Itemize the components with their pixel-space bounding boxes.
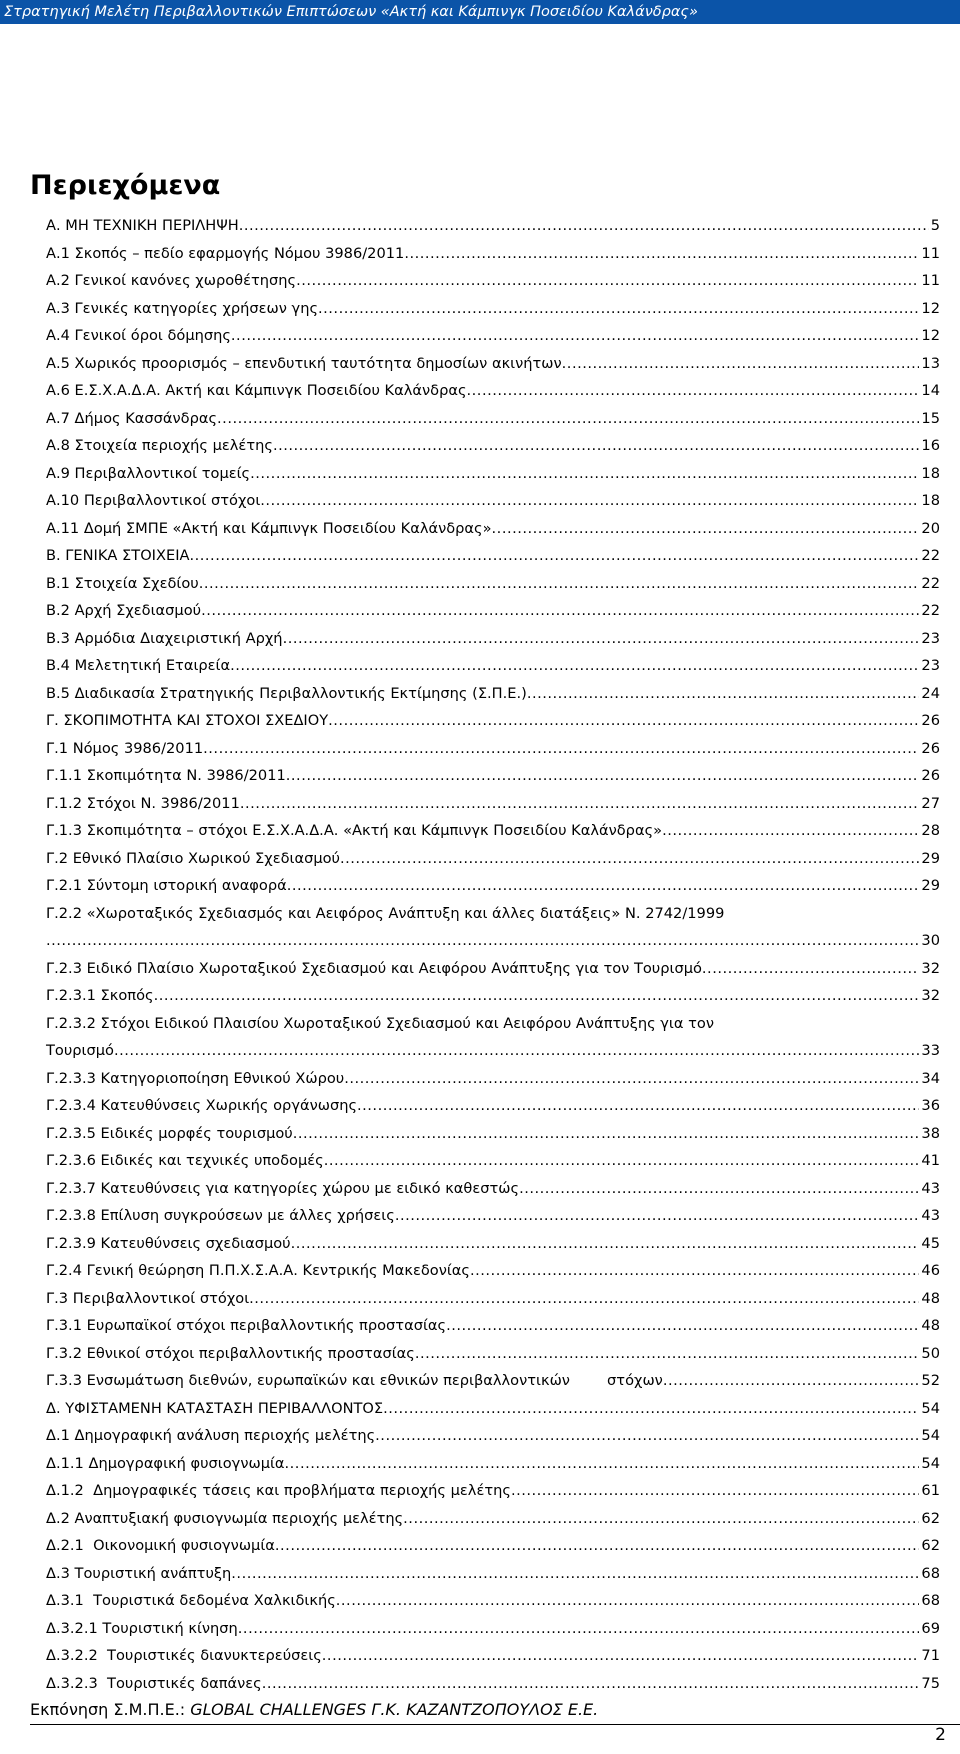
toc-entry[interactable] (46, 1312, 940, 1340)
toc-entry[interactable] (46, 1285, 940, 1313)
toc-entry-page: 75 (921, 1674, 940, 1692)
toc-entry[interactable] (46, 1257, 940, 1285)
toc-entry-text: Γ.3.1 Ευρωπαϊκοί στόχοι περιβαλλοντικής προστασίας (46, 1317, 447, 1334)
toc-entry[interactable] (46, 1505, 940, 1533)
toc-leader (467, 377, 920, 405)
toc-entry-text: Β.4 Μελετητική Εταιρεία (46, 657, 231, 674)
toc-leader (328, 707, 919, 735)
toc-entry-page: 16 (921, 437, 940, 454)
toc-entry-text: Δ.1.2 Δημογραφικές τάσεις και προβλήματα περιοχής μελέτης (46, 1482, 511, 1499)
toc-entry[interactable] (46, 1147, 940, 1175)
toc-entry-text-continued: Τουρισμό (46, 1042, 114, 1059)
toc-leader (324, 1147, 920, 1175)
toc-leader (403, 1505, 919, 1533)
toc-entry-text: Α.2 Γενικοί κανόνες χωροθέτησης (46, 272, 297, 289)
toc-entry-page: 23 (921, 657, 940, 674)
toc-leader (231, 322, 920, 350)
table-of-contents (46, 212, 940, 1697)
toc-entry[interactable] (46, 267, 940, 295)
toc-entry[interactable] (46, 1615, 940, 1643)
toc-entry-page: 11 (921, 244, 940, 262)
toc-entry-page: 43 (921, 1207, 940, 1224)
toc-entry[interactable] (46, 1065, 940, 1093)
toc-entry-text: Γ.2.3.4 Κατευθύνσεις Χωρικής οργάνωσης (46, 1097, 358, 1114)
toc-entry[interactable] (46, 515, 940, 543)
document-header: Στρατηγική Μελέτη Περιβαλλοντικών Επιπτώσεων «Ακτή και Κάμπινγκ Ποσειδίου Καλάνδρας» (0, 0, 960, 24)
toc-leader (662, 817, 919, 845)
toc-entry-page: 29 (921, 849, 940, 867)
toc-entry-text: Δ.3.2.2 Τουριστικές διανυκτερεύσεις (46, 1647, 322, 1664)
toc-entry-text: Γ.3 Περιβαλλοντικοί στόχοι (46, 1289, 250, 1307)
toc-entry-text: Γ.2.3.6 Ειδικές και τεχνικές υποδομές (46, 1152, 324, 1169)
toc-leader (293, 1120, 920, 1148)
toc-entry-page: 32 (921, 987, 940, 1004)
toc-entry-page: 24 (921, 684, 940, 702)
toc-entry-page: 68 (921, 1564, 940, 1582)
footer-company: GLOBAL CHALLENGES Γ.Κ. ΚΑΖΑΝΤΖΟΠΟΥΛΟΣ Ε.Ε. (190, 1700, 599, 1719)
toc-entry[interactable] (46, 652, 940, 680)
toc-entry[interactable] (46, 790, 940, 818)
toc-leader (357, 1092, 919, 1120)
toc-entry[interactable] (46, 872, 940, 900)
toc-entry-text: Δ.1.1 Δημογραφική φυσιογνωμία (46, 1454, 285, 1472)
toc-entry-page: 46 (921, 1262, 940, 1279)
toc-leader (318, 295, 919, 323)
toc-entry[interactable] (46, 1450, 940, 1478)
toc-entry-page: 33 (921, 1042, 940, 1059)
toc-leader (154, 982, 920, 1010)
toc-entry-page: 23 (921, 629, 940, 647)
toc-entry-page: 41 (921, 1152, 940, 1169)
toc-leader (663, 1367, 920, 1395)
toc-leader (336, 1587, 920, 1615)
toc-leader (238, 1615, 920, 1643)
toc-entry-text: Α.1 Σκοπός – πεδίο εφαρμογής Νόμου 3986/2011 (46, 244, 405, 262)
toc-entry-text: Γ.2.3.1 Σκοπός (46, 987, 154, 1004)
toc-entry-text: Γ.2.3.8 Επίλυση συγκρούσεων με άλλες χρήσεις (46, 1207, 395, 1224)
footer-credit (30, 1700, 598, 1719)
toc-entry-page: 12 (921, 327, 940, 344)
toc-entry[interactable] (46, 322, 940, 350)
toc-leader (395, 1202, 920, 1230)
toc-entry-page: 61 (921, 1482, 940, 1499)
toc-entry[interactable] (46, 570, 940, 598)
toc-entry-text: Δ.3.1 Τουριστικά δεδομένα Χαλκιδικής (46, 1592, 336, 1609)
toc-entry-page: 62 (921, 1509, 940, 1527)
toc-entry-text: Α.9 Περιβαλλοντικοί τομείς (46, 464, 251, 482)
toc-entry[interactable] (46, 1367, 940, 1395)
toc-entry-page: 69 (921, 1619, 940, 1637)
toc-leader (239, 212, 929, 240)
toc-entry[interactable] (46, 680, 940, 708)
toc-leader (287, 872, 920, 900)
toc-leader (240, 790, 920, 818)
toc-entry[interactable] (46, 377, 940, 405)
toc-entry[interactable] (46, 350, 940, 378)
toc-leader (527, 680, 920, 708)
toc-entry[interactable] (46, 1422, 940, 1450)
toc-leader (296, 267, 919, 295)
toc-entry-page: 48 (921, 1289, 940, 1307)
toc-leader (375, 1422, 919, 1450)
toc-entry-text: Γ.2.3 Ειδικό Πλαίσιο Χωροταξικού Σχεδιασμού και Αειφόρου Ανάπτυξης για τον Τουρισμό (46, 959, 702, 977)
toc-entry-page: 54 (921, 1399, 940, 1417)
toc-entry-text: Γ.2.3.9 Κατευθύνσεις σχεδιασμού (46, 1234, 291, 1252)
toc-entry-page: 5 (930, 217, 940, 234)
toc-leader (415, 1340, 920, 1368)
toc-entry-text: Α.11 Δομή ΣΜΠΕ «Ακτή και Κάμπινγκ Ποσειδίου Καλάνδρας» (46, 519, 492, 537)
toc-entry-text: Γ.2.3.5 Ειδικές μορφές τουρισμού (46, 1124, 293, 1142)
toc-entry-text: Γ.1.1 Σκοπιμότητα Ν. 3986/2011 (46, 767, 286, 784)
toc-entry-text: Γ.2.1 Σύντομη ιστορική αναφορά (46, 877, 287, 894)
toc-entry[interactable] (46, 1202, 940, 1230)
toc-entry-text: Γ.1 Νόμος 3986/2011 (46, 739, 204, 757)
toc-entry[interactable] (46, 982, 940, 1010)
toc-leader (291, 1230, 920, 1258)
toc-leader (46, 927, 919, 955)
toc-entry-text: Δ.3.2.1 Τουριστική κίνηση (46, 1619, 238, 1637)
toc-entry-text: Β. ΓΕΝΙΚΑ ΣΤΟΙΧΕΙΑ (46, 547, 190, 564)
toc-entry-text: Γ.2.3.3 Κατηγοριοποίηση Εθνικού Χώρου (46, 1069, 345, 1087)
toc-entry[interactable] (46, 487, 940, 515)
toc-entry[interactable] (46, 1670, 940, 1698)
toc-entry-page: 32 (921, 959, 940, 977)
toc-entry[interactable] (46, 295, 940, 323)
toc-leader (275, 1532, 920, 1560)
toc-entry[interactable] (46, 1340, 940, 1368)
toc-entry-text: Δ.3 Τουριστική ανάπτυξη (46, 1564, 232, 1582)
page-number: 2 (935, 1725, 946, 1745)
toc-entry-text: Α.4 Γενικοί όροι δόμησης (46, 327, 231, 344)
toc-entry-text: Α.10 Περιβαλλοντικοί στόχοι (46, 492, 261, 509)
toc-entry-text: Β.3 Αρμόδια Διαχειριστική Αρχή (46, 629, 283, 647)
toc-entry-text: Β.1 Στοιχεία Σχεδίου (46, 574, 199, 592)
toc-entry-page: 11 (921, 272, 940, 289)
toc-entry[interactable] (46, 735, 940, 763)
toc-leader (260, 487, 919, 515)
toc-leader (286, 762, 920, 790)
toc-entry[interactable] (46, 405, 940, 433)
toc-leader (217, 405, 919, 433)
toc-entry-text: Γ.2.3.2 Στόχοι Ειδικού Πλαισίου Χωροταξικού Σχεδιασμού και Αειφόρου Ανάπτυξης για τον (46, 1014, 714, 1032)
toc-entry-page: 54 (921, 1454, 940, 1472)
toc-entry-text: Δ.2 Αναπτυξιακή φυσιογνωμία περιοχής μελέτης (46, 1509, 404, 1527)
toc-entry-page: 30 (921, 932, 940, 949)
toc-leader (404, 240, 919, 268)
toc-entry-page: 68 (921, 1592, 940, 1609)
toc-entry[interactable] (46, 1532, 940, 1560)
toc-entry[interactable] (46, 240, 940, 268)
toc-entry-page: 26 (921, 767, 940, 784)
toc-leader (322, 1642, 920, 1670)
toc-entry-page: 28 (921, 822, 940, 839)
toc-leader (114, 1037, 919, 1065)
toc-entry-page: 26 (921, 739, 940, 757)
toc-leader (492, 515, 920, 543)
toc-entry-page: 22 (921, 547, 940, 564)
toc-leader (249, 1285, 919, 1313)
toc-entry-text: Α.8 Στοιχεία περιοχής μελέτης (46, 437, 273, 454)
toc-leader (201, 597, 919, 625)
toc-entry-page: 71 (921, 1647, 940, 1664)
toc-entry-page: 52 (921, 1372, 940, 1389)
toc-entry-text: Α.7 Δήμος Κασσάνδρας (46, 409, 218, 427)
toc-entry-page: 34 (921, 1069, 940, 1087)
toc-entry-text: Γ.3.2 Εθνικοί στόχοι περιβαλλοντικής προστασίας (46, 1344, 415, 1362)
toc-leader (262, 1670, 920, 1698)
toc-entry-page: 18 (921, 464, 940, 482)
toc-entry[interactable] (46, 762, 940, 790)
toc-entry-text: Δ.2.1 Οικονομική φυσιογνωμία (46, 1537, 275, 1554)
toc-leader (702, 955, 920, 983)
toc-entry[interactable] (46, 1010, 940, 1065)
toc-entry-page: 45 (921, 1234, 940, 1252)
toc-entry-text: Γ.1.2 Στόχοι Ν. 3986/2011 (46, 794, 240, 812)
toc-entry-text: Γ.2.4 Γενική θεώρηση Π.Π.Χ.Σ.Α.Α. Κεντρικής Μακεδονίας (46, 1262, 470, 1279)
toc-entry-page: 18 (921, 492, 940, 509)
toc-entry[interactable] (46, 542, 940, 570)
toc-entry[interactable] (46, 955, 940, 983)
toc-entry[interactable] (46, 1560, 940, 1588)
toc-leader (446, 1312, 919, 1340)
toc-entry-page: 14 (921, 382, 940, 399)
toc-entry-page: 38 (921, 1124, 940, 1142)
toc-entry[interactable] (46, 1587, 940, 1615)
toc-entry[interactable] (46, 1477, 940, 1505)
toc-entry[interactable] (46, 845, 940, 873)
toc-entry[interactable] (46, 1175, 940, 1203)
toc-entry-text: Γ.2.2 «Χωροταξικός Σχεδιασμός και Αειφόρος Ανάπτυξη και άλλες διατάξεις» Ν. 2742/1999 (46, 904, 725, 922)
toc-leader (285, 1450, 920, 1478)
toc-entry-page: 20 (921, 519, 940, 537)
toc-entry-page: 22 (921, 574, 940, 592)
footer-rule (30, 1724, 960, 1725)
toc-entry-text: Γ.2.3.7 Κατευθύνσεις για κατηγορίες χώρου με ειδικό καθεστώς (46, 1179, 520, 1197)
toc-entry[interactable] (46, 817, 940, 845)
toc-leader (230, 652, 919, 680)
toc-leader (340, 845, 919, 873)
toc-entry-page: 26 (921, 712, 940, 729)
toc-entry-page: 29 (921, 877, 940, 894)
toc-entry-page: 48 (921, 1317, 940, 1334)
toc-entry[interactable] (46, 1642, 940, 1670)
toc-leader (231, 1560, 919, 1588)
toc-entry-text: Β.5 Διαδικασία Στρατηγικής Περιβαλλοντικής Εκτίμησης (Σ.Π.Ε.) (46, 684, 527, 702)
toc-entry-text: Γ.3.3 Ενσωμάτωση διεθνών, ευρωπαϊκών και εθνικών περιβαλλοντικών στόχων (46, 1372, 663, 1389)
toc-leader (273, 432, 919, 460)
toc-leader (562, 350, 920, 378)
toc-title: Περιεχόμενα (30, 170, 221, 201)
toc-leader (383, 1395, 919, 1423)
toc-entry-page: 54 (921, 1427, 940, 1444)
toc-entry[interactable] (46, 900, 940, 955)
toc-entry[interactable] (46, 1092, 940, 1120)
toc-leader (470, 1257, 919, 1285)
toc-entry[interactable] (46, 707, 940, 735)
toc-entry-page: 12 (921, 299, 940, 317)
toc-entry-page: 15 (921, 409, 940, 427)
toc-entry[interactable] (46, 1120, 940, 1148)
toc-entry[interactable] (46, 625, 940, 653)
toc-entry-text: Α. ΜΗ ΤΕΧΝΙΚΗ ΠΕΡΙΛΗΨΗ (46, 217, 239, 234)
toc-entry-text: Α.5 Χωρικός προορισμός – επενδυτική ταυτότητα δημοσίων ακινήτων (46, 354, 562, 372)
toc-leader (203, 735, 919, 763)
toc-entry-text: Δ. ΥΦΙΣΤΑΜΕΝΗ ΚΑΤΑΣΤΑΣΗ ΠΕΡΙΒΑΛΛΟΝΤΟΣ (46, 1399, 384, 1417)
toc-entry-page: 27 (921, 794, 940, 812)
toc-entry-page: 13 (921, 354, 940, 372)
toc-entry-text: Α.3 Γενικές κατηγορίες χρήσεων γης (46, 299, 319, 317)
toc-entry[interactable] (46, 212, 940, 240)
toc-leader (283, 625, 920, 653)
toc-leader (190, 542, 920, 570)
toc-entry[interactable] (46, 432, 940, 460)
toc-entry-text: Β.2 Αρχή Σχεδιασμού (46, 602, 202, 619)
toc-entry-text: Α.6 Ε.Σ.Χ.Α.Δ.Α. Ακτή και Κάμπινγκ Ποσειδίου Καλάνδρας (46, 382, 467, 399)
toc-leader (344, 1065, 919, 1093)
toc-entry-text: Γ.1.3 Σκοπιμότητα – στόχοι Ε.Σ.Χ.Α.Δ.Α. «Ακτή και Κάμπινγκ Ποσειδίου Καλάνδρας» (46, 822, 663, 839)
toc-entry[interactable] (46, 1395, 940, 1423)
toc-entry-page: 36 (921, 1097, 940, 1114)
toc-entry-page: 62 (921, 1537, 940, 1554)
footer-prefix: Εκπόνηση Σ.Μ.Π.Ε.: (30, 1700, 191, 1719)
toc-leader (511, 1477, 919, 1505)
toc-entry-text: Δ.1 Δημογραφική ανάλυση περιοχής μελέτης (46, 1427, 376, 1444)
toc-entry-page: 43 (921, 1179, 940, 1197)
toc-entry[interactable] (46, 1230, 940, 1258)
toc-entry[interactable] (46, 597, 940, 625)
toc-entry-page: 50 (921, 1344, 940, 1362)
toc-entry-text: Γ. ΣΚΟΠΙΜΟΤΗΤΑ ΚΑΙ ΣΤΟΧΟΙ ΣΧΕΔΙΟΥ (46, 712, 329, 729)
toc-entry-text: Δ.3.2.3 Τουριστικές δαπάνες (46, 1674, 262, 1692)
toc-leader (250, 460, 919, 488)
toc-entry[interactable] (46, 460, 940, 488)
toc-entry-text: Γ.2 Εθνικό Πλαίσιο Χωρικού Σχεδιασμού (46, 849, 340, 867)
toc-leader (199, 570, 920, 598)
toc-leader (519, 1175, 919, 1203)
toc-entry-page: 22 (921, 602, 940, 619)
